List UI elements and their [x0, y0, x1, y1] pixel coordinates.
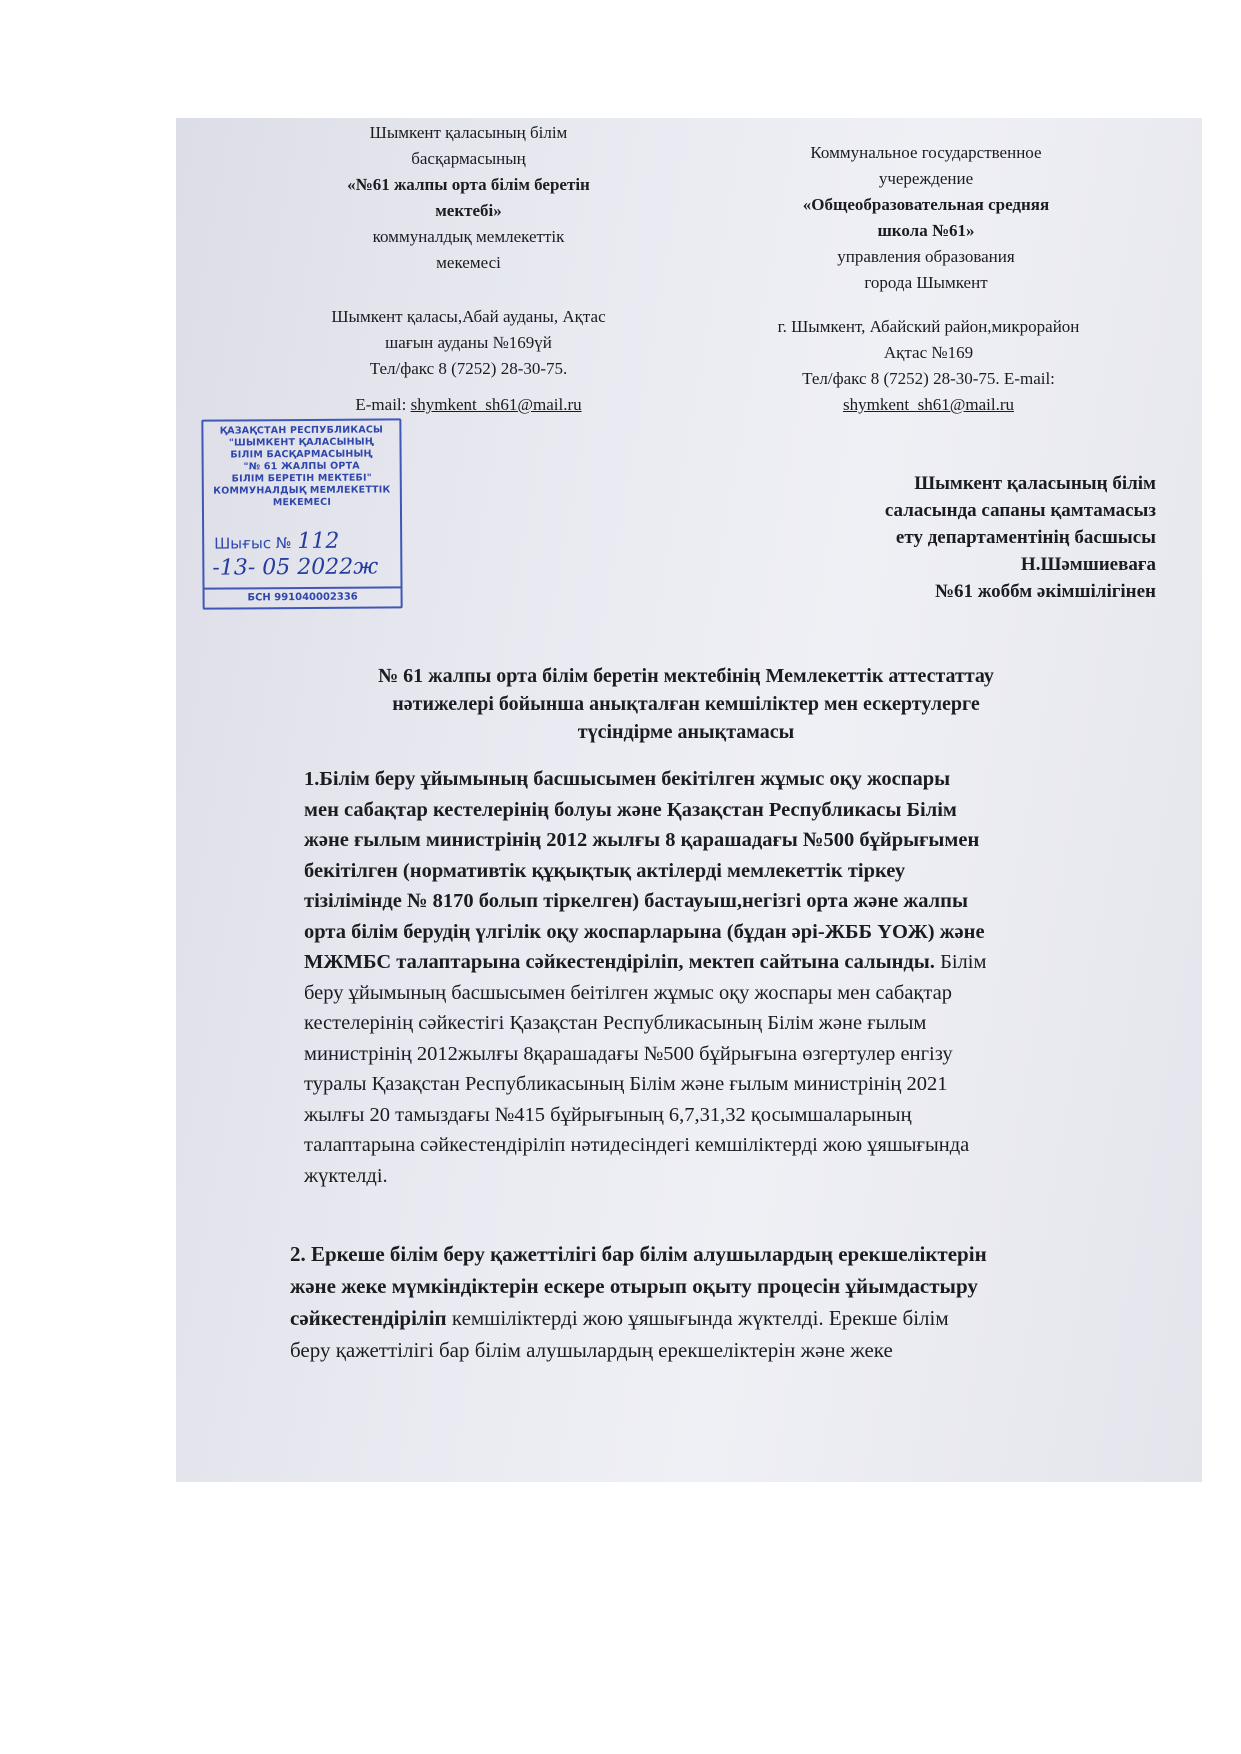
address-kz-phone: Тел/факс 8 (7252) 28-30-75.: [369, 359, 568, 378]
address-kz-line: Шымкент қаласы,Абай ауданы, Ақтас: [331, 307, 606, 326]
header-ru-school-name: школа №61»: [877, 221, 975, 240]
email-kz-label: E-mail:: [355, 395, 411, 414]
stamp-outgoing-number: [214, 529, 339, 555]
stamp-line: ҚАЗАҚСТАН РЕСПУБЛИКАСЫ: [219, 424, 384, 437]
paragraph-1-line: мен сабақтар кестелерінің болуы және Қазақстан Республикасы Білім: [304, 798, 957, 821]
paragraph-1-mixed-line: [304, 947, 1124, 978]
paragraph-1-line: 1.Білім беру ұйымының басшысымен бекітілген жұмыс оқу жоспары: [304, 768, 951, 790]
paragraph-2: [290, 1238, 1170, 1366]
paragraph-2-normal-start: кемшіліктерді жою ұяшығында жүктелді. Ерекше білім: [446, 1306, 949, 1330]
address-ru-line: г. Шымкент, Абайский район,микрорайон: [777, 317, 1080, 336]
stamp-line: "№ 61 ЖАЛПЫ ОРТА: [243, 460, 360, 473]
stamp-line: "ШЫМКЕНТ ҚАЛАСЫНЫҢ: [228, 436, 375, 449]
paragraph-1-line: кестелерінің сәйкестігі Қазақстан Республикасының Білім және ғылым: [304, 1012, 927, 1034]
paragraph-2-line: және жеке мүмкіндіктерін ескере отырып оқыту процесін ұйымдастыру: [290, 1274, 978, 1298]
addressee-block: [746, 470, 1156, 605]
header-russian: [726, 140, 1126, 296]
paragraph-1-line: жылғы 20 тамыздағы №415 бұйрығының 6,7,31,32 қосымшаларының: [304, 1103, 912, 1126]
stamp-text: [203, 420, 400, 509]
paragraph-1-bold-end: МЖМБС талаптарына сәйкестендіріліп, мектеп сайтына салынды.: [304, 951, 935, 973]
document-title: [316, 662, 1056, 746]
paragraph-1-line: бекітілген (нормативтік құқықтық актілерді мемлекеттік тіркеу: [304, 859, 906, 882]
header-kz-line: коммуналдық мемлекеттік: [372, 227, 565, 246]
paragraph-1-line: және ғылым министрінің 2012 жылғы 8 қарашадағы №500 бұйрығымен: [304, 829, 980, 851]
header-ru-line: управления образования: [837, 247, 1015, 266]
address-russian: [721, 314, 1136, 418]
email-kz: [281, 392, 656, 418]
header-kz-school-name: «№61 жалпы орта білім беретін: [347, 175, 590, 194]
stamp-line: БІЛІМ БЕРЕТІН МЕКТЕБІ": [231, 472, 372, 485]
title-line: түсіндірме анықтамасы: [577, 721, 795, 743]
paragraph-1-line: орта білім берудің үлгілік оқу жоспарларына (бұдан әрі-ЖББ ҮОЖ) және: [304, 920, 985, 943]
stamp-handwritten-date: -13- 05 2022ж: [212, 554, 379, 581]
email-kz-link[interactable]: shymkent_sh61@mail.ru: [410, 395, 582, 414]
paragraph-2-line: беру қажеттілігі бар білім алушылардың ерекшеліктерін және жеке: [290, 1338, 893, 1362]
addressee-line: ету департаментінің басшысы: [895, 527, 1156, 548]
addressee-line: саласында сапаны қамтамасыз: [884, 500, 1156, 521]
paragraph-1-line: беру ұйымының басшысымен беітілген жұмыс оқу жоспары мен сабақтар: [304, 981, 952, 1004]
addressee-line: Шымкент қаласының білім: [914, 473, 1156, 494]
address-ru-line: Ақтас №169: [883, 343, 974, 362]
title-line: № 61 жалпы орта білім беретін мектебінің Мемлекеттік аттестаттау: [378, 665, 994, 687]
stamp-outgoing-label: Шығыс №: [214, 534, 292, 553]
paragraph-1-normal-start: Білім: [934, 951, 987, 973]
header-kz-line: басқармасының: [411, 149, 526, 168]
header-kazakh: [281, 120, 656, 276]
paragraph-1: [304, 764, 1124, 1191]
header-kz-line: Шымкент қаласының білім: [369, 123, 568, 142]
addressee-name: Н.Шәмшиеваға: [1020, 554, 1156, 575]
paragraph-1-line: жүктелді.: [304, 1164, 388, 1187]
header-ru-line: Коммунальное государственное: [810, 143, 1042, 162]
header-kz-school-name: мектебі»: [435, 201, 502, 220]
paragraph-2-line: 2. Еркеше білім беру қажеттілігі бар білім алушылардың ерекшеліктерін: [290, 1242, 987, 1266]
address-ru-phone: Тел/факс 8 (7252) 28-30-75. E-mail:: [802, 369, 1055, 388]
registration-stamp: [201, 418, 402, 609]
paragraph-1-line: талаптарына сәйкестендіріліп нәтидесіндегі кемшіліктерді жою ұяшығында: [304, 1134, 970, 1156]
header-kz-line: мекемесі: [436, 253, 501, 272]
paragraph-2-mixed-line: [290, 1302, 1170, 1334]
header-ru-school-name: «Общеобразовательная средняя: [802, 195, 1050, 214]
stamp-line: КОММУНАЛДЫҚ МЕМЛЕКЕТТІК: [213, 484, 391, 497]
stamp-line: БІЛІМ БАСҚАРМАСЫНЫҢ: [230, 448, 373, 461]
header-ru-line: учереждение: [878, 169, 974, 188]
stamp-handwritten-number: 112: [297, 528, 340, 555]
paragraph-2-bold-end: сәйкестендіріліп: [290, 1306, 447, 1330]
email-ru-link[interactable]: shymkent_sh61@mail.ru: [842, 395, 1014, 414]
header-ru-line: города Шымкент: [864, 273, 988, 292]
paragraph-1-line: тізілімінде № 8170 болып тіркелген) бастауыш,негізгі орта және жалпы: [304, 890, 968, 912]
address-kazakh: [281, 304, 656, 418]
paragraph-1-line: министрінің 2012жылғы 8қарашадағы №500 бұйрығына өзгертулер енгізу: [304, 1042, 953, 1065]
stamp-line: МЕКЕМЕСІ: [272, 496, 332, 509]
stamp-bsn: БСН 991040002336: [205, 586, 401, 607]
paragraph-1-line: туралы Қазақстан Республикасының Білім және ғылым министрінің 2021: [304, 1073, 948, 1095]
sender-line: №61 жоббм әкімшілігінен: [934, 581, 1156, 602]
document-page: [176, 118, 1202, 1482]
address-kz-line: шағын ауданы №169үй: [385, 333, 552, 352]
title-line: нәтижелері бойынша анықталған кемшіліктер мен ескертулерге: [392, 693, 980, 715]
